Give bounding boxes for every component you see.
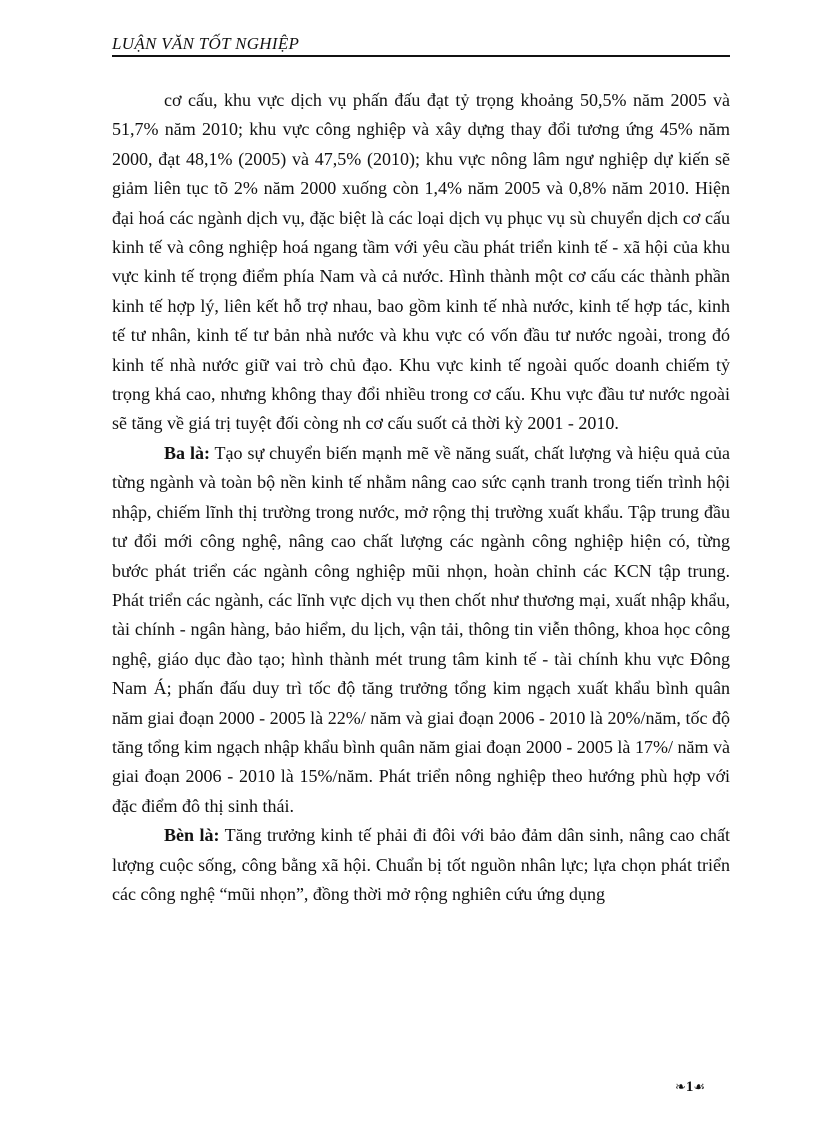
- paragraph-text: Tạo sự chuyển biến mạnh mẽ về năng suất, chất lượng và hiệu quả của từng ngành và toàn bộ nền kinh tế nhằm nâng cao sức cạnh tranh trong tiến trình hội nhập, chiếm lĩnh thị trường trong nước, mở rộng thị trường xuất khẩu. Tập trung đầu tư đổi mới công nghệ, nâng cao chất lượng các ngành công nghiệp hiện có, từng bước phát triển các ngành công nghiệp mũi nhọn, hoàn chỉnh các KCN tập trung. Phát triển các ngành, các lĩnh vực dịch vụ then chốt như thương mại, xuất nhập khẩu, tài chính - ngân hàng, bảo hiểm, du lịch, vận tải, thông tin viễn thông, khoa học công nghệ, giáo dục đào tạo; hình thành mét trung tâm kinh tế - tài chính khu vực Đông Nam Á; phấn đấu duy trì tốc độ tăng trưởng tổng kim ngạch xuất khẩu bình quân năm giai đoạn 2000 - 2005 là 22%/ năm và giai đoạn 2006 - 2010 là 20%/năm, tốc độ tăng tổng kim ngạch nhập khẩu bình quân năm giai đoạn 2000 - 2005 là 17%/ năm và giai đoạn 2006 - 2010 là 15%/năm. Phát triển nông nghiệp theo hướng phù hợp với đặc điểm đô thị sinh thái.: [112, 442, 730, 816]
- page-number: 1: [685, 1079, 694, 1095]
- paragraph-continuation: [112, 86, 730, 439]
- paragraph-bon-la: [112, 821, 730, 909]
- paragraph-ba-la: [112, 439, 730, 821]
- paragraph-label: Ba là:: [164, 442, 210, 463]
- ornament-right-icon: ☙: [693, 1079, 706, 1094]
- document-body: [112, 86, 730, 909]
- header-rule: [112, 55, 730, 57]
- paragraph-text: Tăng trưởng kinh tế phải đi đôi với bảo đảm dân sinh, nâng cao chất lượng cuộc sống, công bằng xã hội. Chuẩn bị tốt nguồn nhân lực; lựa chọn phát triển các công nghệ “mũi nhọn”, đồng thời mở rộng nghiên cứu ứng dụng: [112, 825, 730, 904]
- paragraph-text: cơ cấu, khu vực dịch vụ phấn đấu đạt tỷ trọng khoảng 50,5% năm 2005 và 51,7% năm 2010; khu vực công nghiệp và xây dựng thay đổi tương ứng 45% năm 2000, đạt 48,1% (2005) và 47,5% (2010); khu vực nông lâm ngư nghiệp dự kiến sẽ giảm liên tục tõ 2% năm 2000 xuống còn 1,4% năm 2005 và 0,8% năm 2010. Hiện đại hoá các ngành dịch vụ, đặc biệt là các loại dịch vụ phục vụ sù chuyển dịch cơ cấu kinh tế và công nghiệp hoá ngang tầm với yêu cầu phát triển kinh tế - xã hội của khu vực kinh tế trọng điểm phía Nam và cả nước. Hình thành một cơ cấu các thành phần kinh tế hợp lý, liên kết hỗ trợ nhau, bao gồm kinh tế nhà nước, kinh tế hợp tác, kinh tế tư nhân, kinh tế tư bản nhà nước và khu vực có vốn đầu tư nước ngoài, trong đó kinh tế nhà nước giữ vai trò chủ đạo. Khu vực kinh tế ngoài quốc doanh chiếm tỷ trọng khá cao, nhưng không thay đổi nhiều trong cơ cấu. Khu vực đầu tư nước ngoài sẽ tăng về giá trị tuyệt đối còng nh cơ cấu suốt cả thời kỳ 2001 - 2010.: [112, 90, 730, 434]
- paragraph-label: Bèn là:: [164, 825, 220, 846]
- ornament-left-icon: ❧: [675, 1079, 686, 1094]
- page-footer: [675, 1078, 705, 1096]
- header-title: LUẬN VĂN TỐT NGHIỆP: [112, 34, 300, 53]
- page-header: [112, 34, 730, 58]
